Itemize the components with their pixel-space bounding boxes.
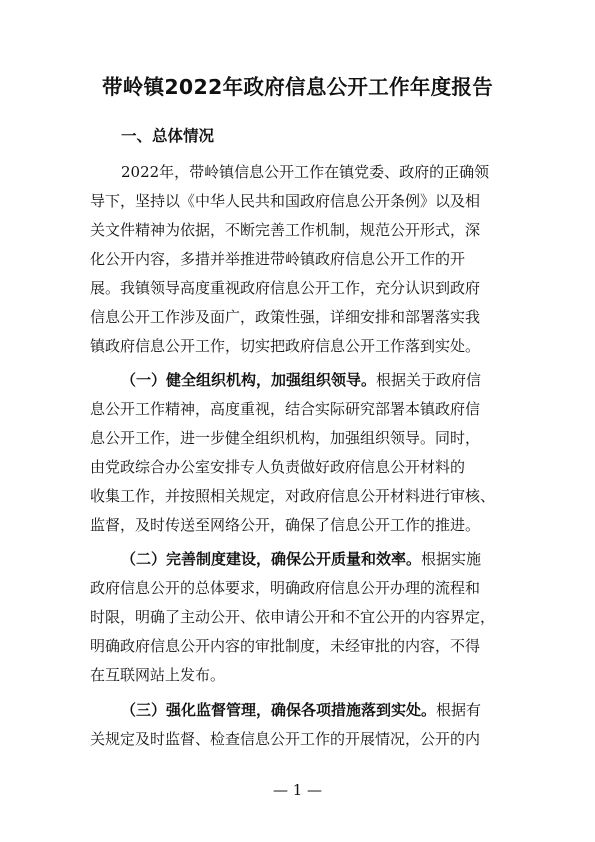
paragraph-line: 收集工作，并按照相关规定，对政府信息公开材料进行审核、 <box>90 487 496 505</box>
paragraph-line: 2022年，带岭镇信息公开工作在镇党委、政府的正确领 <box>121 163 490 181</box>
paragraph-line: 化公开内容，多措并举推进带岭镇政府信息公开工作的开 <box>90 250 466 268</box>
paragraph-text: 根据实施 <box>421 550 482 568</box>
paragraph-line: 在互联网站上发布。 <box>90 666 226 684</box>
paragraph-text: 根据关于政府信 <box>376 371 482 389</box>
paragraph-line: 明确政府信息公开内容的审批制度，未经审批的内容，不得 <box>90 637 481 655</box>
paragraph-line: 时限，明确了主动公开、依申请公开和不宜公开的内容界定， <box>90 608 496 626</box>
paragraph-line: 监督，及时传送至网络公开，确保了信息公开工作的推进。 <box>90 516 481 534</box>
subsection-first-line <box>121 699 481 721</box>
subsection-first-line <box>121 369 481 391</box>
paragraph-line: 信息公开工作涉及面广，政策性强，详细安排和部署落实我 <box>90 308 481 326</box>
subsection-heading: （三）强化监督管理，确保各项措施落到实处。 <box>121 701 437 719</box>
paragraph-line: 关规定及时监督、检查信息公开工作的开展情况，公开的内 <box>90 730 481 748</box>
subsection-heading: （一）健全组织机构，加强组织领导。 <box>121 371 377 389</box>
section-heading-overview: 一、总体情况 <box>121 127 215 145</box>
paragraph-line: 由党政综合办公室安排专人负责做好政府信息公开材料的 <box>90 458 466 476</box>
paragraph-line: 导下，坚持以《中华人民共和国政府信息公开条例》以及相 <box>90 192 481 210</box>
paragraph-text: 根据有 <box>436 701 482 719</box>
paragraph-line: 息公开工作，进一步健全组织机构，加强组织领导。同时， <box>90 429 481 447</box>
paragraph-line: 关文件精神为依据，不断完善工作机制，规范公开形式，深 <box>90 221 481 239</box>
subsection-heading: （二）完善制度建设，确保公开质量和效率。 <box>121 550 422 568</box>
paragraph-line: 展。我镇领导高度重视政府信息公开工作，充分认识到政府 <box>90 279 481 297</box>
document-title: 带岭镇2022年政府信息公开工作年度报告 <box>101 75 494 99</box>
paragraph-line: 政府信息公开的总体要求，明确政府信息公开办理的流程和 <box>90 579 481 597</box>
subsection-first-line <box>121 548 481 570</box>
paragraph-line: 息公开工作精神，高度重视，结合实际研究部署本镇政府信 <box>90 400 481 418</box>
paragraph-line: 镇政府信息公开工作，切实把政府信息公开工作落到实处。 <box>90 337 481 355</box>
page-number: — 1 — <box>272 781 323 799</box>
